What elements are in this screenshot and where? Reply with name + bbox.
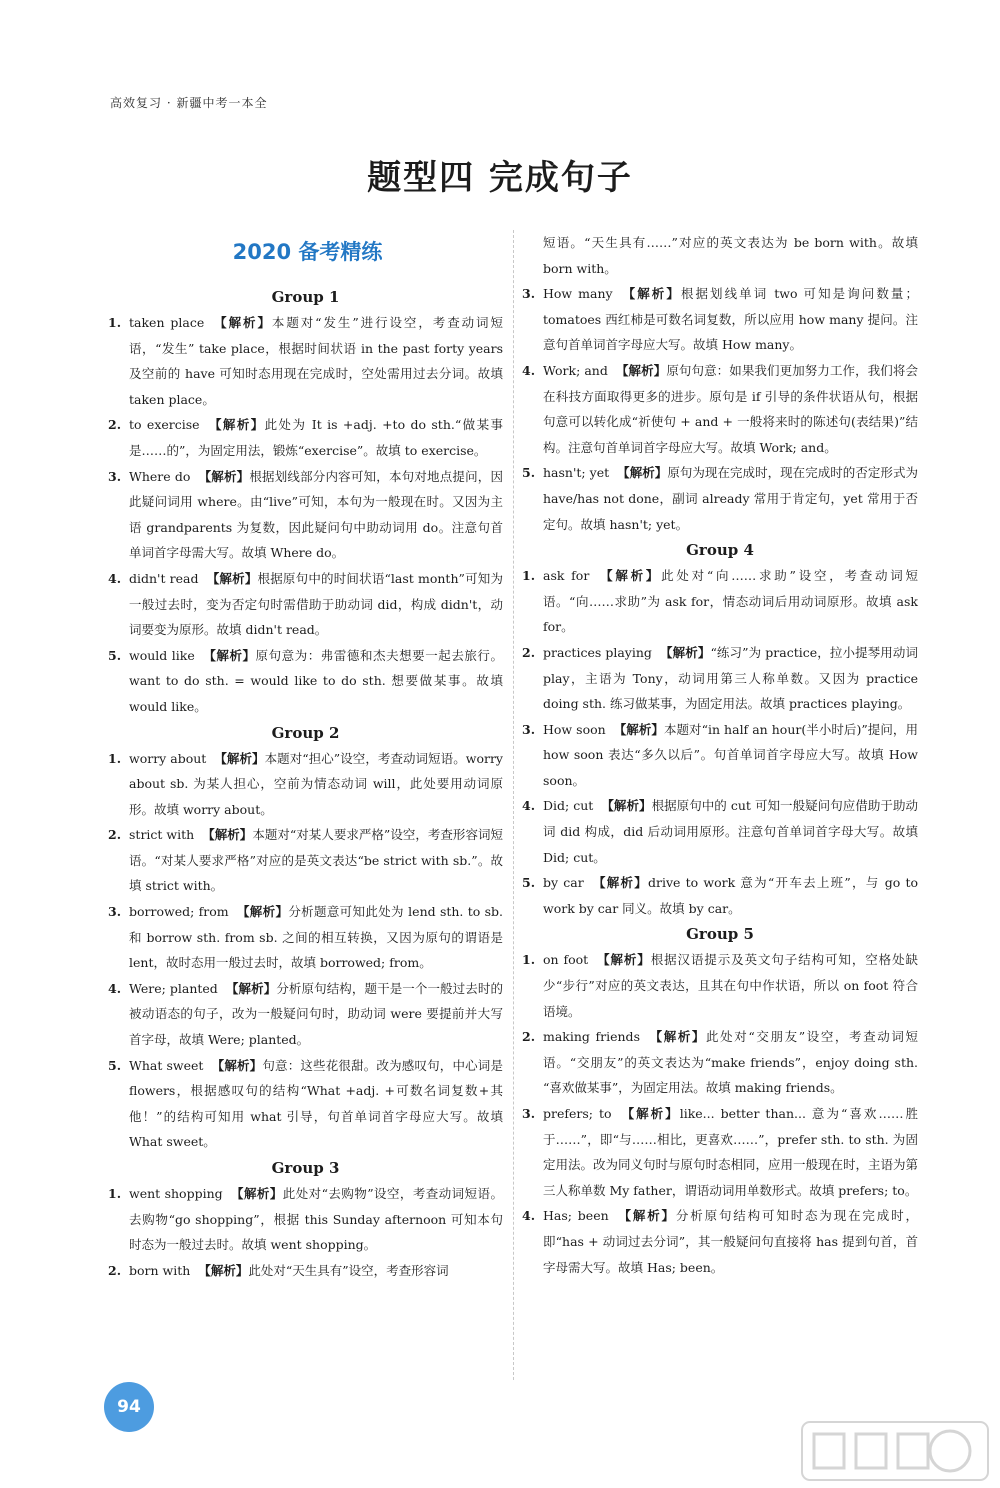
answer-item [108, 310, 503, 412]
group-block [108, 1155, 503, 1283]
group-title: Group 1 [271, 288, 340, 306]
item-explanation: 本题对“发生”进行设空，考查动词短语，“发生” take place，根据时间状语 in the past forty years 及空前的 have 可知时态用现在完成时，空处需用过去分词。故填 taken place。 [129, 315, 503, 407]
answer-item [522, 1203, 918, 1280]
analysis-tag: 【解析】 [202, 647, 256, 663]
item-number: 3. [522, 721, 536, 737]
item-number: 4. [108, 570, 122, 586]
item-answer: taken place [129, 315, 205, 330]
answer-item [108, 566, 503, 643]
answer-item [108, 899, 503, 976]
item-number: 2. [522, 644, 536, 660]
answer-item [108, 464, 503, 566]
answer-item [522, 870, 918, 921]
item-answer: worry about [129, 750, 207, 766]
analysis-tag: 【解析】 [198, 468, 250, 484]
item-explanation: 本题对“对某人要求严格”设空，考查形容词短语。“对某人要求严格”对应的是英文表达“be strict with sb.”。故填 strict with。 [129, 827, 503, 894]
item-explanation: 此处对“交朋友”设空，考查动词短语。“交朋友”的英文表达为“make friends”，enjoy doing sth. “喜欢做某事”，为固定用法。故填 making friends。 [543, 1029, 918, 1096]
analysis-tag: 【解析】 [214, 750, 265, 766]
item-explanation: 根据原句中的时间状语“last month”可知为一般过去时，变为否定句时需借助于助动词 did，构成 didn't，动词要变为原形。故填 didn't read。 [129, 570, 503, 638]
item-number: 4. [522, 1208, 536, 1224]
analysis-tag: 【解析】 [647, 1029, 707, 1045]
item-answer: hasn't; yet [543, 465, 610, 481]
group-title: Group 2 [271, 723, 340, 742]
item-number: 4. [108, 980, 122, 996]
item-explanation: 根据划线部分内容可知，本句对地点提问，因此疑问词用 where。由“live”可知，本句为一般现在时。又因为主语 grandparents 为复数，因此疑问句中助动词用 do。注意句首单词首字母需大写。故填 Where do。 [129, 468, 503, 561]
group-title: Group 5 [686, 925, 754, 944]
item-number: 2. [108, 1262, 122, 1278]
answer-item [108, 822, 503, 899]
item-answer: Has; been [543, 1208, 609, 1224]
item-explanation: drive to work 意为“开车去上班”，与 go to work by car 同义。故填 by car。 [543, 875, 918, 916]
item-answer: prefers; to [543, 1106, 612, 1121]
item-explanation: 原句为现在完成时，现在完成时的否定形式为 have/has not done，副词 already 常用于肯定句，yet 常用于否定句。故填 hasn't; yet。 [543, 465, 918, 532]
item-number: 2. [522, 1029, 536, 1045]
item-number: 1. [522, 952, 536, 968]
answer-item [108, 1258, 503, 1284]
item-answer: Work; and [543, 362, 608, 378]
answer-item [108, 643, 503, 720]
item-explanation: 根据原句中的 cut 可知一般疑问句应借助于助动词 did 构成，did 后动词用原形。注意句首单词首字母大写。故填 Did; cut。 [543, 798, 918, 865]
item-explanation: “练习”为 practice，拉小提琴用动词 play，主语为 Tony，动词用第三人称单数。又因为 practice doing sth. 练习做某事，为固定用法。故填 practices playing。 [543, 644, 918, 712]
answer-item [108, 412, 503, 463]
item-answer: ask for [543, 568, 590, 584]
item-answer: How many [543, 286, 613, 302]
item-number: 3. [108, 904, 122, 920]
answer-item [522, 281, 918, 358]
item-answer: Were; planted [129, 980, 218, 996]
answer-item [522, 460, 918, 537]
watermark-logo [800, 1420, 990, 1482]
analysis-tag: 【解析】 [207, 417, 265, 433]
item-answer: Where do [129, 468, 191, 484]
item-explanation: 分析原句结构可知时态为现在完成时，即“has + 动词过去分词”，其一般疑问句直接将 has 提到句首，首字母需大写。故填 Has; been。 [543, 1208, 918, 1275]
answer-item [522, 947, 918, 1024]
item-answer: on foot [543, 952, 589, 968]
item-number: 5. [522, 875, 536, 891]
item-number: 3. [108, 468, 122, 484]
analysis-tag: 【解析】 [596, 952, 651, 968]
answer-item [522, 1101, 918, 1203]
item-explanation: 原句句意：如果我们更加努力工作，我们将会在科技方面取得更多的进步。原句是 if 引导的条件状语从句，根据句意可以转化成“祈使句 + and + 一般将来时的陈述句(表结果)”结构。注意句首单词首字母应大写。故填 Work; and。 [543, 362, 918, 455]
answer-item [108, 976, 503, 1053]
item-answer: borrowed; from [129, 904, 229, 920]
page-number-badge [104, 1382, 154, 1432]
item-answer: Did; cut [543, 798, 594, 814]
analysis-tag: 【解析】 [211, 1057, 263, 1073]
answer-item [522, 717, 918, 794]
item-explanation: 句意：这些花很甜。改为感叹句，中心词是 flowers，根据感叹句的结构“What +adj. +可数名词复数+其他！”的结构可知用 what 引导，句首单词首字母应大写。故填 What sweet。 [129, 1057, 503, 1150]
item-explanation: 此处对“向……求助”设空，考查动词短语。“向……求助”为 ask for，情态动词后用动词原形。故填 ask for。 [543, 568, 918, 635]
analysis-tag: 【解析】 [620, 286, 681, 302]
page-title: 题型四 完成句子 [367, 158, 633, 198]
analysis-tag: 【解析】 [206, 570, 258, 586]
item-explanation: 分析题意可知此处为 lend sth. to sb. 和 borrow sth. from sb. 之间的相互转换，又因为原句的谓语是 lent，故时态用一般过去时，故填 borrowed; from。 [129, 904, 503, 971]
section-title: 2020 备考精练 [232, 240, 383, 264]
item-answer: didn't read [129, 570, 199, 586]
group-block [522, 921, 918, 1280]
item-number: 1. [108, 1186, 122, 1201]
item-answer: practices playing [543, 644, 652, 660]
column-divider [513, 230, 514, 1380]
analysis-tag: 【解析】 [225, 980, 277, 996]
item-explanation: 本题对“in half an hour(半小时后)”提问，用 how soon 表达“多久以后”。句首单词首字母应大写。故填 How soon。 [543, 721, 918, 788]
group-block [108, 284, 503, 720]
item-number: 4. [522, 362, 536, 378]
item-explanation: 短语。“天生具有……”对应的英文表达为 be born with。故填 born with。 [543, 235, 918, 276]
answer-item [108, 1053, 503, 1155]
item-answer: by car [543, 875, 584, 891]
answer-item-continuation [522, 230, 918, 281]
item-number: 4. [522, 798, 536, 814]
item-number: 5. [108, 1057, 122, 1073]
item-answer: would like [129, 647, 195, 663]
group-title: Group 3 [271, 1159, 340, 1177]
item-number: 3. [522, 286, 536, 302]
item-explanation: 本题对“担心”设空，考查动词短语。worry about sb. 为某人担心，空前为情态动词 will，此处要用动词原形。故填 worry about。 [129, 750, 503, 817]
analysis-tag: 【解析】 [617, 465, 668, 481]
analysis-tag: 【解析】 [619, 1106, 680, 1121]
page-number: 94 [117, 1397, 141, 1417]
item-number: 3. [522, 1106, 536, 1121]
group-block [522, 537, 918, 921]
item-explanation: 原句意为：弗雷德和杰夫想要一起去旅行。want to do sth. = would like to do sth. 想要做某事。故填 would like。 [129, 647, 503, 714]
answer-item [522, 1024, 918, 1101]
item-number: 5. [522, 465, 536, 481]
item-answer: strict with [129, 827, 195, 843]
analysis-tag: 【解析】 [198, 1262, 249, 1278]
answer-item [108, 746, 503, 823]
analysis-tag: 【解析】 [202, 827, 253, 843]
item-number: 1. [108, 315, 122, 330]
group-title: Group 4 [686, 541, 754, 560]
analysis-tag: 【解析】 [613, 721, 664, 737]
analysis-tag: 【解析】 [597, 568, 662, 584]
analysis-tag: 【解析】 [659, 644, 711, 660]
item-answer: to exercise [129, 417, 200, 433]
running-header: 高效复习 · 新疆中考一本全 [110, 96, 268, 110]
answer-item [522, 793, 918, 870]
answer-item [108, 1181, 503, 1258]
answer-item [522, 563, 918, 640]
item-answer: How soon [543, 721, 606, 737]
left-column [108, 284, 503, 1283]
item-explanation: 此处为 It is +adj. +to do sth.“做某事是……的”，为固定用法，锻炼“exercise”。故填 to exercise。 [129, 417, 503, 458]
analysis-tag: 【解析】 [236, 904, 289, 920]
answer-item [522, 640, 918, 717]
analysis-tag: 【解析】 [615, 362, 667, 378]
analysis-tag: 【解析】 [591, 875, 648, 891]
item-answer: born with [129, 1262, 191, 1278]
item-number: 1. [522, 568, 536, 584]
right-column [522, 230, 918, 1280]
item-answer: making friends [543, 1029, 640, 1045]
item-number: 2. [108, 417, 122, 433]
item-explanation: 此处对“去购物”设空，考查动词短语。去购物“go shopping”，根据 this Sunday afternoon 可知本句时态为一般过去时。故填 went shopping。 [129, 1186, 503, 1253]
answer-item [522, 358, 918, 460]
analysis-tag: 【解析】 [601, 798, 652, 814]
item-explanation: 根据划线单词 two 可知是询问数量；tomatoes 西红柿是可数名词复数，所以应用 how many 提问。注意句首单词首字母应大写。故填 How many。 [543, 286, 918, 353]
item-answer: went shopping [129, 1186, 223, 1201]
analysis-tag: 【解析】 [212, 315, 272, 330]
item-explanation: 根据汉语提示及英文句子结构可知，空格处缺少“步行”对应的英文表达，且其在句中作状语，所以 on foot 符合语境。 [543, 952, 918, 1019]
analysis-tag: 【解析】 [616, 1208, 676, 1224]
item-explanation: like... better than... 意为“喜欢……胜于……”，即“与……相比，更喜欢……”，prefer sth. to sth. 为固定用法。改为同义句时与原句时态相同，应用一般现在时，主语为第三人称单数 My father，谓语动词用单数形式。故填 prefers; to。 [543, 1106, 919, 1198]
item-number: 1. [108, 750, 122, 766]
group-block [108, 720, 503, 1156]
item-number: 2. [108, 827, 122, 843]
item-explanation: 此处对“天生具有”设空，考查形容词 [248, 1262, 449, 1278]
analysis-tag: 【解析】 [230, 1186, 283, 1201]
item-answer: What sweet [129, 1057, 204, 1073]
item-explanation: 分析原句结构，题干是一个一般过去时的被动语态的句子，改为一般疑问句时，助动词 were 要提前并大写首字母，故填 Were; planted。 [129, 980, 503, 1048]
item-number: 5. [108, 647, 122, 663]
